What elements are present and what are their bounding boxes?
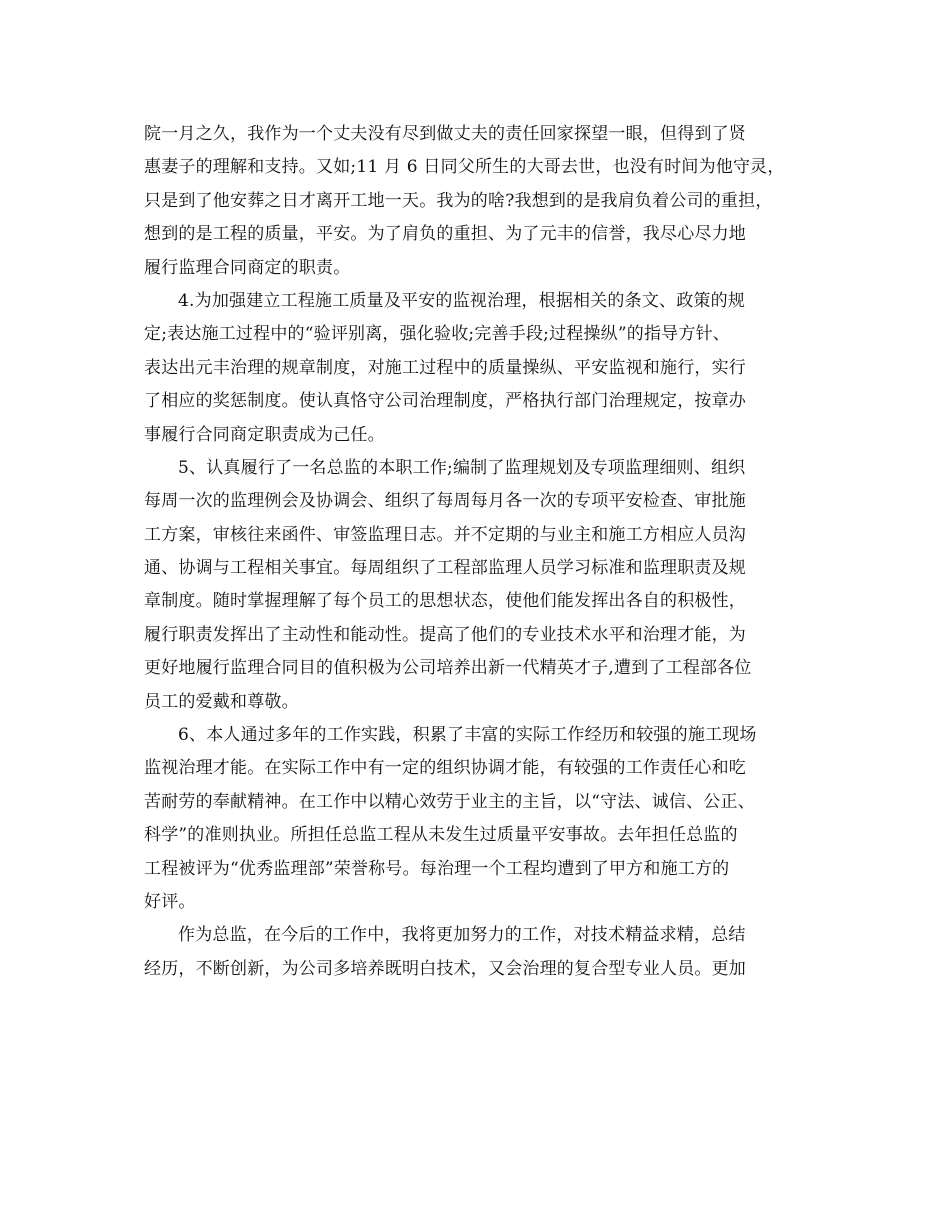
text-line: 科学”的准则执业。所担任总监工程从未发生过质量平安事故。去年担任总监的: [144, 825, 738, 846]
text-line: 6、本人通过多年的工作实践，积累了丰富的实际工作经历和较强的施工现场: [178, 725, 757, 746]
text-line: 工程被评为“优秀监理部”荣誉称号。每治理一个工程均遭到了甲方和施工方的: [144, 858, 730, 879]
text-line: 章制度。随时掌握理解了每个员工的思想状态，使他们能发挥出各自的积极性，: [144, 591, 746, 612]
text-line: 履行职责发挥出了主动性和能动性。提高了他们的专业技术水平和治理才能，为: [144, 624, 746, 645]
text-line: 每周一次的监理例会及协调会、组织了每周每月各一次的专项平安检查、审批施: [144, 491, 746, 512]
text-line: 好评。: [144, 891, 196, 912]
text-line: 作为总监，在今后的工作中，我将更加努力的工作，对技术精益求精，总结: [178, 925, 746, 946]
text-line: 了相应的奖惩制度。使认真恪守公司治理制度，严格执行部门治理规定，按章办: [144, 391, 746, 412]
text-line: 院一月之久，我作为一个丈夫没有尽到做丈夫的责任回家探望一眼，但得到了贤: [144, 124, 746, 144]
text-line: 想到的是工程的质量，平安。为了肩负的重担、为了元丰的信誉，我尽心尽力地: [144, 224, 746, 245]
text-line: 经历，不断创新，为公司多培养既明白技术，又会治理的复合型专业人员。更加: [144, 958, 746, 979]
text-line: 表达出元丰治理的规章制度，对施工过程中的质量操纵、平安监视和施行，实行: [144, 357, 746, 378]
text-line: 只是到了他安葬之日才离开工地一天。我为的啥?我想到的是我肩负着公司的重担，: [144, 190, 773, 211]
text-line: 4.为加强建立工程施工质量及平安的监视治理，根据相关的条文、政策的规: [178, 290, 746, 311]
text-line: 事履行合同商定职责成为己任。: [144, 424, 385, 445]
text-line: 5、认真履行了一名总监的本职工作;编制了监理规划及专项监理细则、组织: [178, 457, 746, 478]
text-line: 履行监理合同商定的职责。: [144, 257, 351, 278]
document-body: [144, 118, 824, 986]
text-line: 更好地履行监理合同目的值积极为公司培养出新一代精英才子,遭到了工程部各位: [144, 658, 752, 679]
text-line: 工方案，审核往来函件、审签监理日志。并不定期的与业主和施工方相应人员沟: [144, 524, 746, 545]
text-line: 惠妻子的理解和支持。又如;11 月 6 日同父所生的大哥去世，也没有时间为他守灵，: [144, 157, 785, 178]
text-line: 员工的爱戴和尊敬。: [144, 691, 299, 712]
text-line: 监视治理才能。在实际工作中有一定的组织协调才能，有较强的工作责任心和吃: [144, 758, 746, 779]
text-line: 苦耐劳的奉献精神。在工作中以精心效劳于业主的主旨，以“守法、诚信、公正、: [144, 791, 755, 812]
text-line: 通、协调与工程相关事宜。每周组织了工程部监理人员学习标准和监理职责及规: [144, 558, 746, 579]
text-line: 定;表达施工过程中的“验评别离，强化验收;完善手段;过程操纵”的指导方针、: [144, 324, 730, 345]
